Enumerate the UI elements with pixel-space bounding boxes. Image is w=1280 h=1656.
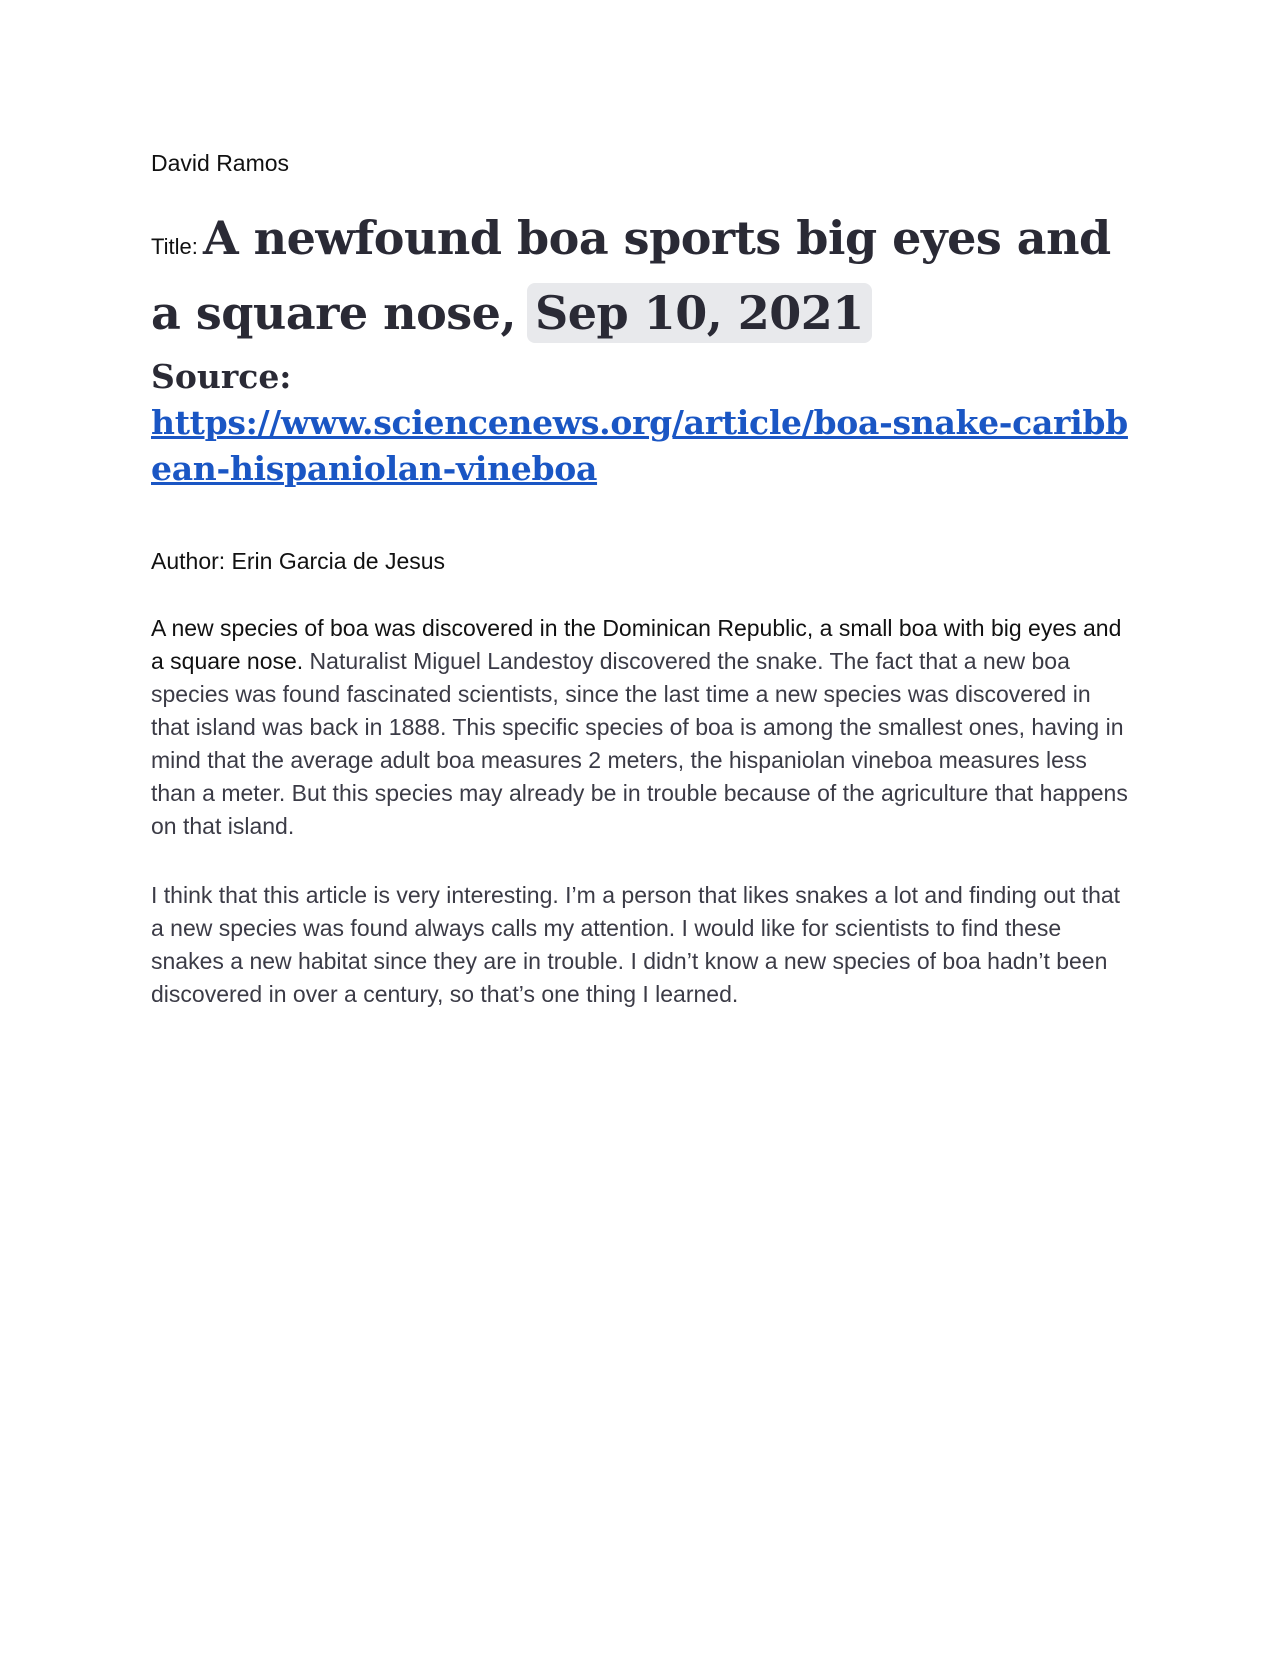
reflection-paragraph: I think that this article is very interesting. I’m a person that likes snakes a lot and finding out that a new species was found always calls my attention. I would like for scientists to find these snakes a new habitat since they are in trouble. I didn’t know a new species of boa hadn’t been discovered in over a century, so that’s one thing I learned. — [151, 882, 1121, 1007]
date-chip[interactable]: Sep 10, 2021 — [527, 283, 872, 343]
source-label: Source: — [151, 357, 292, 396]
source-block — [151, 354, 1131, 492]
article-author: Author: Erin Garcia de Jesus — [151, 548, 446, 574]
source-link[interactable]: https://www.sciencenews.org/article/boa-snake-caribbean-hispaniolan-vineboa — [151, 403, 1128, 488]
article-title-block — [151, 206, 1131, 356]
document-page — [151, 148, 1131, 1011]
article-title: A newfound boa sports big eyes and a square nose, — [151, 211, 1111, 340]
summary-lead: A new species of boa was discovered in the Dominican Republic, a small boa with big eyes and a square nose. — [151, 615, 1122, 674]
student-name: David Ramos — [151, 150, 290, 176]
summary-paragraph — [151, 612, 1131, 843]
title-label: Title: — [151, 234, 198, 259]
summary-rest: Naturalist Miguel Landestoy discovered the snake. The fact that a new boa species was found fascinated scientists, since the last time a new species was discovered in that island was back in 1888. This specific species of boa is among the smallest ones, having in mind that the average adult boa measures 2 meters, the hispaniolan vineboa measures less than a meter. But this species may already be in trouble because of the agriculture that happens on that island. — [151, 648, 1128, 839]
